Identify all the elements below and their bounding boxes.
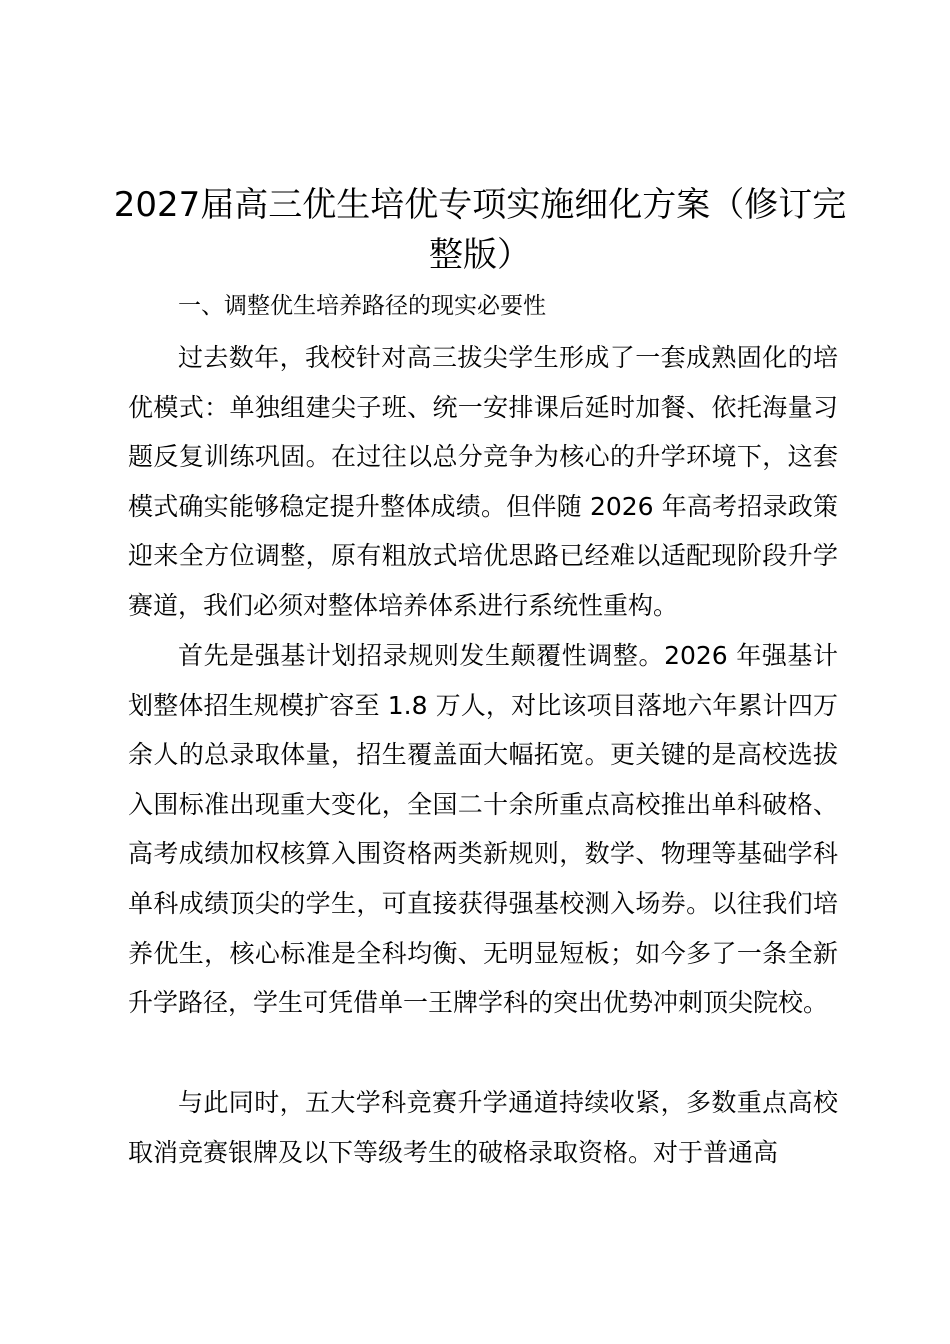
paragraph-1: 过去数年，我校针对高三拔尖学生形成了一套成熟固化的培优模式：单独组建尖子班、统一安排课后延时加餐、依托海量习题反复训练巩固。在过往以总分竞争为核心的升学环境下，这套模式确实能够稳定提升整体成绩。但伴随 2026 年高考招录政策迎来全方位调整，原有粗放式培优思路已经难以适配现阶段升学赛道，我们必须对整体培养体系进行系统性重构。 xyxy=(128,343,838,620)
paragraph-2: 首先是强基计划招录规则发生颠覆性调整。2026 年强基计划整体招生规模扩容至 1.8 万人，对比该项目落地六年累计四万余人的总录取体量，招生覆盖面大幅拓宽。更关键的是高校选拔入围标准出现重大变化，全国二十余所重点高校推出单科破格、高考成绩加权核算入围资格两类新规则，数学、物理等基础学科单科成绩顶尖的学生，可直接获得强基校测入场券。以往我们培养优生，核心标准是全科均衡、无明显短板；如今多了一条全新升学路径，学生可凭借单一王牌学科的突出优势冲刺顶尖院校。 xyxy=(128,641,838,1018)
document-title: 2027届高三优生培优专项实施细化方案（修订完整版） xyxy=(113,185,847,275)
section-heading: 一、调整优生培养路径的现实必要性 xyxy=(178,293,546,319)
paragraph-3: 与此同时，五大学科竞赛升学通道持续收紧，多数重点高校取消竞赛银牌及以下等级考生的破格录取资格。对于普通高 xyxy=(128,1088,838,1167)
